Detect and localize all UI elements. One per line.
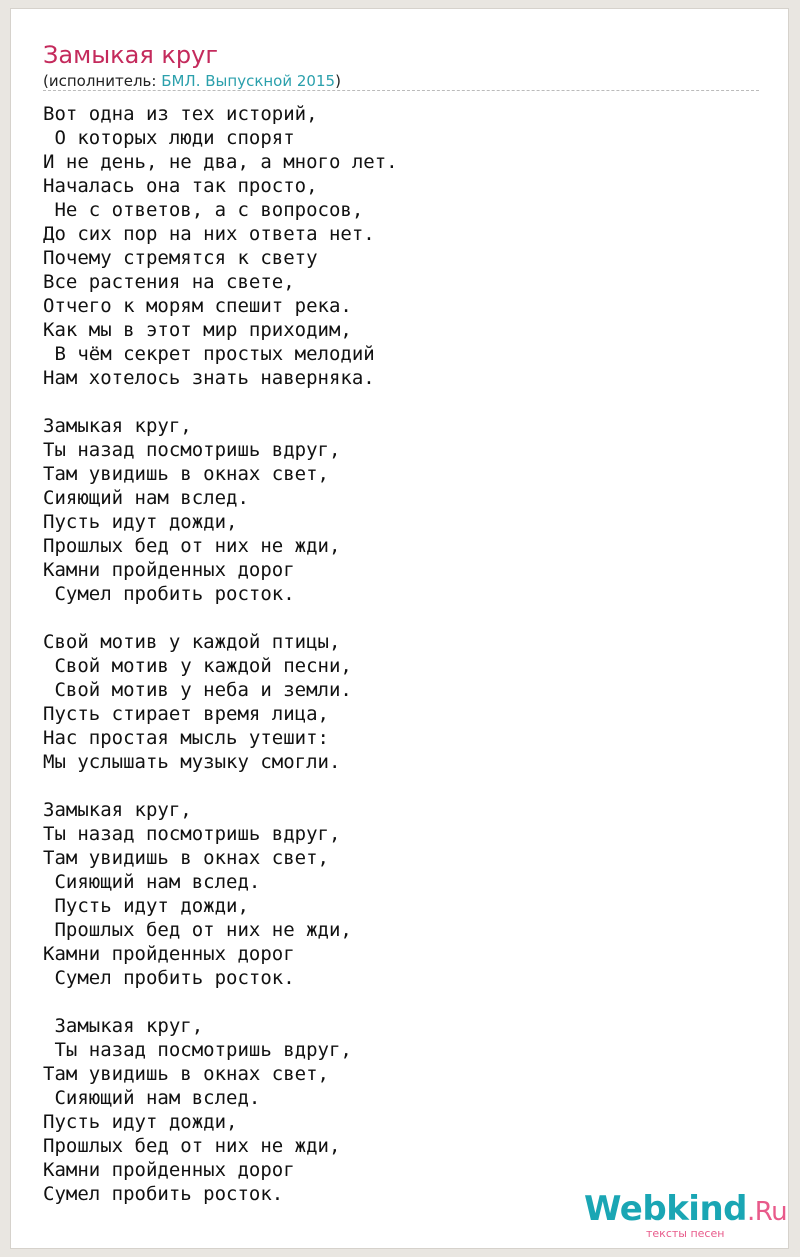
artist-line — [43, 72, 341, 90]
lyrics-card — [10, 8, 789, 1249]
artist-suffix: ) — [335, 72, 341, 90]
lyrics-text: Вот одна из тех историй, О которых люди спорят И не день, не два, а много лет. Началась она так просто, Не с ответов, а с вопросов, До сих пор на них ответа нет. Почему стремятся к свету Все растения на свете, Отчего к морям спешит река. Как мы в этот мир приходим, В чём секрет простых мелодий Нам хотелось знать наверняка. Замыкая круг, Ты назад посмотришь вдруг, Там увидишь в окнах свет, Сияющий нам вслед. Пусть идут дожди, Прошлых бед от них не жди, Камни пройденных дорог Сумел пробить росток. Свой мотив у каждой птицы, Свой мотив у каждой песни, Свой мотив у неба и земли. Пусть стирает время лица, Нас простая мысль утешит: Мы услышать музыку смогли. Замыкая круг, Ты назад посмотришь вдруг, Там увидишь в окнах свет, Сияющий нам вслед. Пусть идут дожди, Прошлых бед от них не жди, Камни пройденных дорог Сумел пробить росток. Замыкая круг, Ты назад посмотришь вдруг, Там увидишь в окнах свет, Сияющий нам вслед. Пусть идут дожди, Прошлых бед от них не жди, Камни пройденных дорог Сумел пробить росток. — [43, 103, 398, 1205]
artist-prefix: (исполнитель: — [43, 72, 162, 90]
artist-link[interactable]: БМЛ. Выпускной 2015 — [161, 72, 336, 90]
separator — [43, 90, 759, 91]
logo-subtitle: тексты песен — [646, 1227, 725, 1240]
logo-tld: .Ru — [747, 1197, 788, 1227]
logo-main-text: Webkind — [584, 1189, 747, 1229]
webkind-logo[interactable] — [584, 1189, 788, 1240]
logo-wordmark — [584, 1189, 787, 1229]
song-title: Замыкая круг — [43, 41, 218, 69]
